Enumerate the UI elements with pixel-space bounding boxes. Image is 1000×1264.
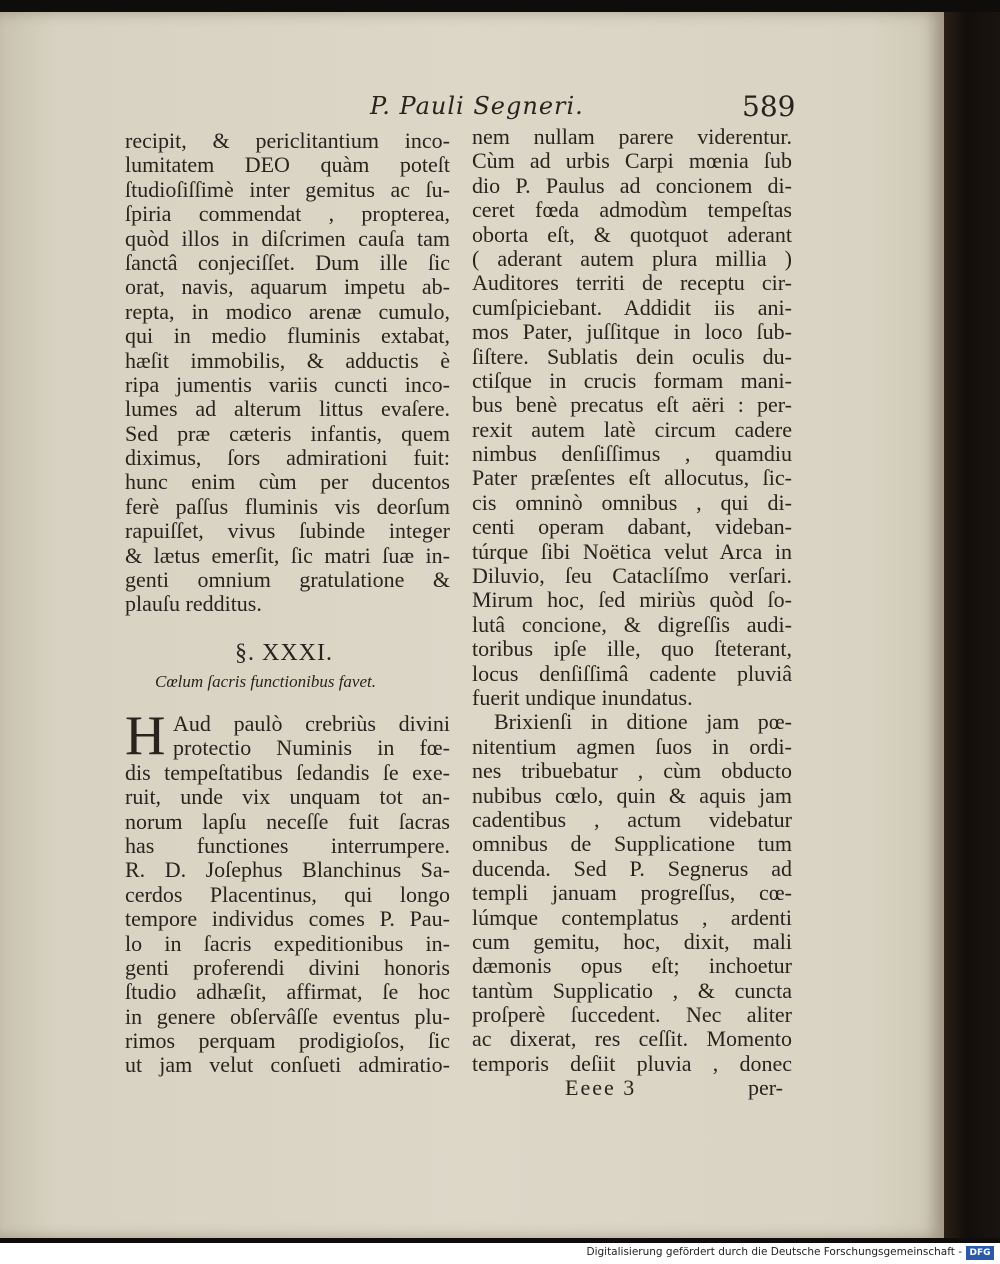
digitization-footer [0,1243,1000,1264]
text-line: nem nullam parere viderentur. [472,124,792,149]
text-line: cis omninò omnibus , qui di- [472,489,792,515]
text-line: Sed præ cæteris infantis, quem [125,420,450,446]
book-page [0,12,944,1238]
text-line: túrque ſibi Noëtica velut Arca in [472,538,792,564]
text-line: nes tribuebatur , cùm obducto [472,758,792,784]
text-line: repta, in modico arenæ cumulo, [125,298,450,324]
text-line: ripa jumentis variis cuncti inco- [125,371,450,397]
text-line: nimbus denſiſſimus , quamdiu [472,441,792,467]
text-line: genti proferendi divini honoris [125,954,450,980]
text-line: ruit, unde vix unquam tot an- [125,784,450,810]
text-line: ducenda. Sed P. Segnerus ad [472,855,792,881]
text-line: protectio Numinis in fœ- [173,735,450,761]
text-line: ctiſque in crucis formam mani- [472,367,792,393]
text-line: dio P. Paulus ad concionem di- [472,172,792,198]
text-line: Auditores territi de receptu cir- [472,270,792,296]
text-line: temporis deſiit pluvia , donec [472,1050,792,1076]
text-line: tantùm Supplicatio , & cuncta [472,977,792,1003]
text-line: lutâ concione, & digreſſis audi- [472,611,792,637]
text-line: ſtudioſiſſimè inter gemitus ac ſu- [125,176,450,202]
text-line: genti omnium gratulatione & [125,567,450,593]
catchword: per- [748,1075,783,1100]
text-line: cadentibus , actum videbatur [472,806,792,832]
text-line: locus denſiſſimâ cadente pluviâ [472,660,792,686]
text-line: rexit autem latè circum cadere [472,416,792,442]
text-line: dis tempeſtatibus ſedandis ſe exe- [125,759,450,785]
text-line: ſpiria commendat , propterea, [125,201,450,227]
text-line: ſiſtere. Sublatis dein oculis du- [472,343,792,369]
text-line: rimos perquam prodigioſos, ſic [125,1028,450,1054]
text-line: ut jam velut conſueti admiratio- [125,1052,450,1078]
text-line: ac dixerat, res ceſſit. Momento [472,1026,792,1052]
running-head: P. Pauli Segneri. [370,92,584,120]
text-line: lúmque contemplatus , ardenti [472,904,792,930]
text-line: lumes ad alterum littus evaſere. [125,396,450,422]
text-line: in genere obſervâſſe eventus plu- [125,1003,450,1029]
text-line: plauſu redditus. [125,591,262,617]
section-heading: §. XXXI. [235,640,333,666]
text-line: norum lapſu neceſſe fuit ſacras [125,808,450,834]
text-line: qui in medio fluminis extabat, [125,323,450,349]
dfg-logo-icon: DFG [966,1246,994,1260]
text-line: Cùm ad urbis Carpi mœnia ſub [472,148,792,174]
signature-mark: Eeee 3 [565,1075,637,1100]
text-line: proſperè ſuccedent. Nec aliter [472,1002,792,1028]
text-line: fuerit undique inundatus. [472,684,693,710]
text-line: rapuiſſet, vivus ſubinde integer [125,518,450,544]
left-column-text [125,129,450,617]
text-line: quòd illos in diſcrimen cauſa tam [125,225,450,251]
text-line: R. D. Joſephus Blanchinus Sa- [125,857,450,883]
book-spine-shadow [944,12,1000,1238]
text-line: diximus, ſors admirationi fuit: [125,445,450,471]
drop-cap-initial: H [125,705,166,767]
text-line: ( aderant autem plura millia ) [472,245,792,271]
text-line: cum gemitu, hoc, dixit, mali [472,928,792,954]
right-column-text [472,125,792,1076]
section-body-text [125,705,450,1078]
text-line: dæmonis opus eſt; inchoetur [472,953,792,979]
text-line: mos Pater, juſſitque in loco ſub- [472,319,792,345]
text-line: Mirum hoc, ſed miriùs quòd ſo- [472,587,792,613]
text-line: cumſpiciebant. Addidit iis ani- [472,294,792,320]
section-subtitle: Cœlum ſacris functionibus favet. [155,672,376,691]
text-line: hunc enim cùm per ducentos [125,469,450,495]
text-line: omnibus de Supplicatione tum [472,831,792,857]
text-line: templi januam progreſſus, cœ- [472,880,792,906]
text-line: ſtudio adhæſit, affirmat, ſe hoc [125,979,450,1005]
text-line: ſanctâ conjeciſſet. Dum ille ſic [125,249,450,275]
footer-credit: Digitalisierung gefördert durch die Deutsche Forschungsgemeinschaft - [586,1246,962,1258]
text-line: & lætus emerſit, ſic matri ſuæ in- [125,542,450,568]
text-line: Brixienſi in ditione jam pœ- [494,709,792,735]
text-line: Diluvio, ſeu Cataclíſmo verſari. [472,563,792,589]
page-number: 589 [742,90,796,123]
text-line: has functiones interrumpere. [125,832,450,858]
text-line: toribus ipſe ille, quo ſteterant, [472,636,792,662]
text-line: Aud paulò crebriùs divini [173,711,450,736]
text-line: nitentium agmen ſuos in ordi- [472,733,792,759]
text-line: ceret fœda admodùm tempeſtas [472,197,792,223]
text-line: tempore individus comes P. Pau- [125,906,450,932]
text-line: hæſit immobilis, & adductis è [125,347,450,373]
text-line: oborta eſt, & quotquot aderant [472,221,792,247]
text-line: nubibus cœlo, quin & aquis jam [472,782,792,808]
text-line: cerdos Placentinus, qui longo [125,881,450,907]
text-line: ferè paſſus fluminis vis deorſum [125,493,450,519]
text-line: bus benè precatus eſt aëri : per- [472,392,792,418]
text-line: lumitatem DEO quàm poteſt [125,152,450,178]
text-line: orat, navis, aquarum impetu ab- [125,274,450,300]
text-line: centi operam dabant, videban- [472,514,792,540]
text-line: recipit, & periclitantium inco- [125,128,450,153]
text-line: Pater præſentes eſt allocutus, ſic- [472,465,792,491]
text-line: lo in ſacris expeditionibus in- [125,930,450,956]
